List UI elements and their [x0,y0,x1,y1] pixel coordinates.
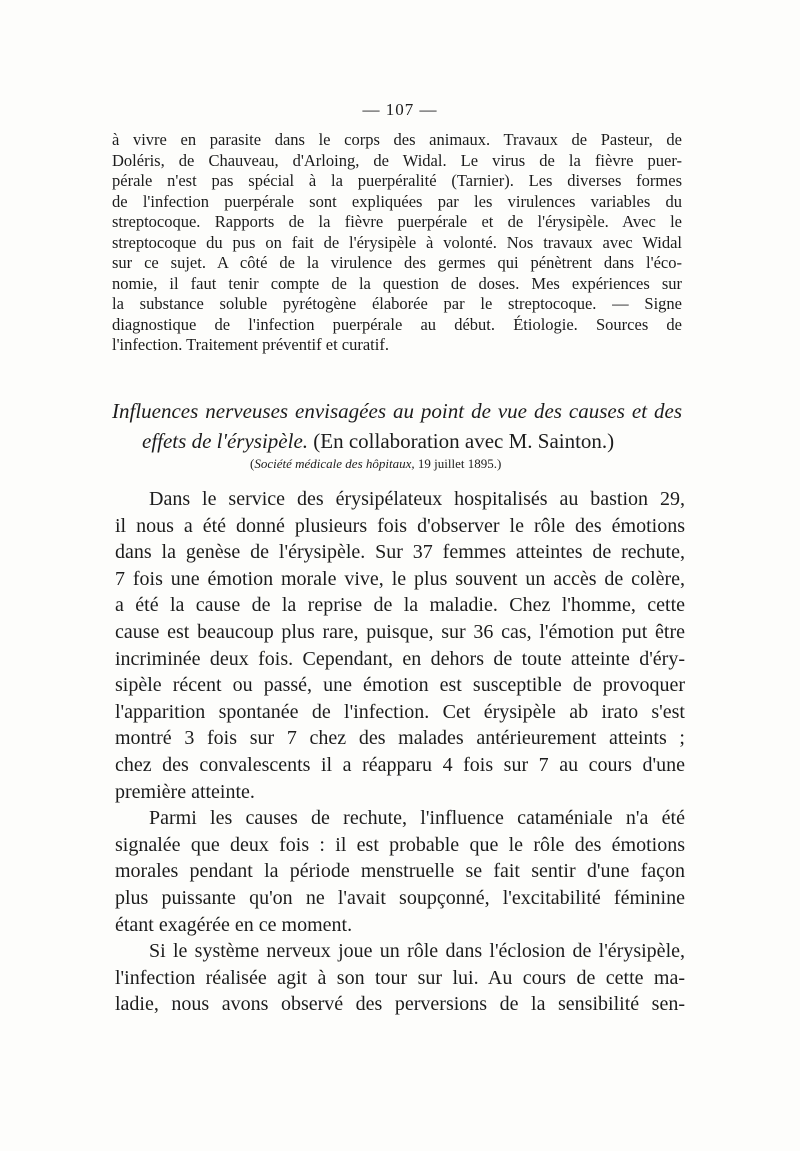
body-line: première atteinte. [115,780,255,803]
page-number: — 107 — [362,100,438,119]
body-line: morales pendant la période menstruelle se fait sentir d'une façon [115,860,685,883]
summary-line: streptocoque. Rapports de la fièvre puerpérale et de l'érysipèle. Avec le [112,212,682,231]
summary-line: pérale n'est pas spécial à la puerpéralité (Tarnier). Les diverses formes [112,171,682,190]
summary-line: Doléris, de Chauveau, d'Arloing, de Widal. Le virus de la fièvre puer- [112,150,682,170]
summary-line: à vivre en parasite dans le corps des animaux. Travaux de Pasteur, de [112,130,682,149]
summary-line: streptocoque du pus on fait de l'érysipèle à volonté. Nos travaux avec Widal [112,232,682,252]
body-line: Dans le service des érysipélateux hospitalisés au bastion 29, [149,488,685,510]
body-line: ladie, nous avons observé des perversions de la sensibilité sen- [115,993,685,1016]
body-line: a été la cause de la reprise de la maladie. Chez l'homme, cette [115,594,685,617]
citation [250,455,690,473]
heading-collaboration: (En collaboration avec M. Sainton.) [308,429,615,453]
summary-line: de l'infection puerpérale sont expliquées par les virulences variables du [112,191,682,211]
citation-date: 19 juillet 1895.) [414,456,502,471]
body-line: montré 3 fois sur 7 chez des malades antérieurement atteints ; [115,727,685,750]
body-line: sipèle récent ou passé, une émotion est susceptible de provoquer [115,674,685,697]
body-line: chez des convalescents il a réapparu 4 fois sur 7 au cours d'une [115,753,685,776]
summary-line: l'infection. Traitement préventif et curatif. [112,335,389,354]
body-line: cause est beaucoup plus rare, puisque, sur 36 cas, l'émotion put être [115,620,685,643]
summary-line: sur ce sujet. A côté de la virulence des germes qui pénètrent dans l'éco- [112,253,682,272]
body-line: il nous a été donné plusieurs fois d'observer le rôle des émotions [115,514,685,537]
body-line: 7 fois une émotion morale vive, le plus souvent un accès de colère, [115,567,685,590]
body-line: l'apparition spontanée de l'infection. Cet érysipèle ab irato s'est [115,700,685,723]
citation-open: ( [250,456,255,471]
summary-paragraph [112,130,682,356]
heading-line-2 [112,426,682,456]
heading-title-italic: Influences nerveuses envisagées au point de vue des causes et des [112,399,682,423]
body-line: plus puissante qu'on ne l'avait soupçonné, l'excitabilité féminine [115,886,685,909]
body-line: étant exagérée en ce moment. [115,913,353,936]
summary-line: nomie, il faut tenir compte de la question de doses. Mes expériences sur [112,273,682,293]
body-line: incriminée deux fois. Cependant, en dehors de toute atteinte d'éry- [115,647,685,670]
heading-title-italic-end: effets de l'érysipèle. [142,429,309,453]
citation-journal: Société médicale des hôpitaux, [254,456,415,471]
summary-line: la substance soluble pyrétogène élaborée par le streptocoque. — Signe [112,294,682,313]
section-heading [112,396,682,456]
body-line: signalée que deux fois : il est probable que le rôle des émotions [115,833,685,856]
summary-line: diagnostique de l'infection puerpérale au début. Étiologie. Sources de [112,314,682,334]
body-line: l'infection réalisée agit à son tour sur lui. Au cours de cette ma- [115,966,685,989]
body-text [115,486,685,1018]
body-line: Si le système nerveux joue un rôle dans l'éclosion de l'érysipèle, [149,940,685,963]
body-line: Parmi les causes de rechute, l'influence cataméniale n'a été [149,807,685,830]
heading-line-1 [112,396,682,426]
body-line: dans la genèse de l'érysipèle. Sur 37 femmes atteintes de rechute, [115,541,685,564]
